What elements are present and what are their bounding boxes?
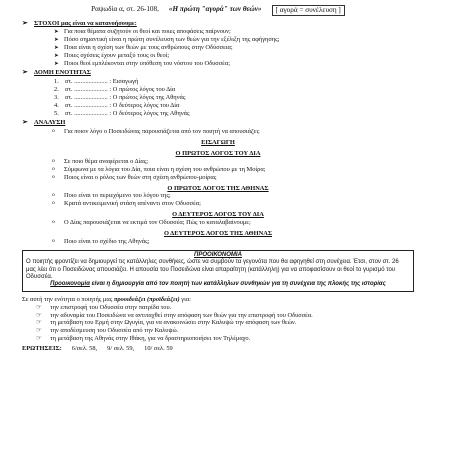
structure-item bbox=[54, 94, 414, 102]
goals-list bbox=[54, 28, 414, 68]
filled-arrow-icon: ➤ bbox=[54, 29, 59, 36]
list-item bbox=[52, 166, 414, 174]
header-tag: [ αγορά = συνέλευση ] bbox=[272, 5, 345, 16]
structure-text: στ. ..................... : Ο πρώτος λόγος της Αθηνάς bbox=[65, 93, 186, 101]
pointing-hand-icon: ☞ bbox=[36, 327, 42, 335]
foreshadow-text: την αδυναμία του Ποσειδώνα να αντιταχθεί στην απόφαση των θεών για την επιστροφή του Οδυσσέα. bbox=[50, 311, 313, 319]
exercises-line bbox=[22, 345, 414, 353]
hollow-circle-icon: o bbox=[52, 238, 55, 245]
goal-item bbox=[54, 28, 414, 36]
analysis-heading bbox=[22, 119, 414, 127]
structure-item bbox=[54, 78, 414, 86]
foreshadowing-list bbox=[36, 304, 414, 344]
analysis-sections bbox=[22, 139, 414, 246]
goal-item bbox=[54, 44, 414, 52]
pointing-hand-icon: ☞ bbox=[36, 303, 42, 311]
hollow-circle-icon: o bbox=[52, 165, 55, 172]
question-text: Σύμφωνα με τα λόγια του Δία, ποια είναι η σχέση του ανθρώπου με τη Μοίρα; bbox=[64, 165, 266, 173]
exercise-ref: 10/ σελ. 59 bbox=[144, 345, 173, 353]
box-note-text: είναι η δημιουργία από τον ποιητή των κατάλληλων συνθηκών για τη συνέχεια της πλοκής της ιστορίας bbox=[89, 281, 386, 288]
goal-text: Ποια είναι η σχέση των θεών με τους ανθρώπους στην Οδύσσεια; bbox=[64, 44, 233, 52]
filled-arrow-icon: ➤ bbox=[54, 37, 59, 44]
question-list bbox=[52, 158, 414, 182]
goal-item bbox=[54, 60, 414, 68]
question-list bbox=[52, 192, 414, 208]
goal-text: Ποιες σχέσεις έχουν μεταξύ τους οι θεοί; bbox=[64, 52, 170, 60]
filled-arrow-icon: ➤ bbox=[54, 45, 59, 52]
intro-text-end: για: bbox=[179, 295, 191, 303]
analysis-title: ΑΝΑΛΥΣΗ bbox=[34, 119, 66, 127]
structure-number: 3. bbox=[54, 93, 59, 101]
foreshadow-text: την αποδέσμευση του Οδυσσέα από την Καλυψώ. bbox=[50, 327, 179, 335]
intro-keyword: προοιδεάζει (προϊδεάζει) bbox=[113, 295, 180, 303]
pointing-hand-icon: ☞ bbox=[36, 335, 42, 343]
intro-text: Σε αυτή την ενότητα ο ποιητής μας bbox=[22, 295, 114, 303]
foreshadow-text: τη μετάβαση του Ερμή στην Ωγυγία, για να ανακοινώσει στην Καλυψώ την απόφαση των θεών. bbox=[50, 319, 297, 327]
question-text: Ποιος είναι ο ρόλος των θεών στη σχέση ανθρώπου-μοίρας bbox=[64, 173, 217, 181]
list-item bbox=[52, 174, 414, 182]
structure-item bbox=[54, 102, 414, 110]
question-list bbox=[52, 238, 414, 246]
hollow-circle-icon: o bbox=[52, 173, 55, 180]
header-title: «Η πρώτη "αγορά" των θεών» bbox=[168, 5, 262, 13]
question-text: Ποιο είναι το περιεχόμενο του λόγου της; bbox=[64, 192, 171, 200]
foreshadow-item bbox=[36, 327, 414, 335]
arrow-bullet-icon: ➢ bbox=[22, 19, 28, 27]
exercise-ref: 9/ σελ. 59, bbox=[107, 345, 135, 353]
list-item bbox=[52, 158, 414, 166]
arrow-bullet-icon: ➢ bbox=[22, 69, 28, 77]
question-text: Κρατά αντικειμενική στάση απέναντι στον Οδυσσέα; bbox=[64, 200, 201, 208]
goals-heading bbox=[22, 20, 414, 28]
exercises-label: ΕΡΩΤΗΣΕΙΣ: bbox=[22, 345, 62, 353]
question-text: Ποιο είναι το σχέδιο της Αθηνάς; bbox=[64, 238, 150, 246]
goals-title: ΣΤΟΧΟΙ μας είναι να κατανοήσουμε: bbox=[34, 19, 137, 27]
list-item bbox=[52, 192, 414, 200]
foreshadow-text: τη μετάβαση της Αθηνάς στην Ιθάκη, για να δραστηριοποιήσει τον Τηλέμαχο. bbox=[50, 335, 251, 343]
section-heading: Ο ΔΕΥΤΕΡΟΣ ΛΟΓΟΣ ΤΗΣ ΑΘΗΝΑΣ bbox=[163, 230, 273, 238]
question-text: Σε ποιο θέμα αναφέρεται ο Δίας; bbox=[64, 157, 149, 165]
hollow-circle-icon: o bbox=[52, 127, 55, 134]
foreshadowing-box bbox=[22, 250, 414, 292]
structure-number: 4. bbox=[54, 101, 59, 109]
structure-text: στ. ..................... : Εισαγωγή bbox=[65, 77, 139, 85]
list-item bbox=[52, 219, 414, 227]
foreshadow-item bbox=[36, 319, 414, 327]
structure-title: ΔΟΜΗ ΕΝΟΤΗΤΑΣ bbox=[34, 69, 91, 77]
hollow-circle-icon: o bbox=[52, 200, 55, 207]
hollow-circle-icon: o bbox=[52, 157, 55, 164]
filled-arrow-icon: ➤ bbox=[54, 61, 59, 68]
list-item bbox=[52, 238, 414, 246]
goal-text: Ποιοι θεοί εμπλέκονται στην υπόθεση του νόστου του Οδυσσέα; bbox=[64, 60, 230, 68]
goal-text: Για ποια θέματα συζητούν οι θεοί και ποιες αποφάσεις παίρνουν; bbox=[64, 28, 231, 36]
structure-number: 1. bbox=[54, 77, 59, 85]
analysis-lead-list bbox=[52, 128, 414, 136]
structure-list bbox=[54, 78, 414, 118]
hollow-circle-icon: o bbox=[52, 192, 55, 199]
structure-number: 5. bbox=[54, 109, 59, 117]
header-reference: Ραψωδία α, στ. 26-108, bbox=[91, 5, 159, 13]
foreshadow-text: την επιστροφή του Οδυσσέα στην πατρίδα του. bbox=[50, 303, 172, 311]
section-heading: Ο ΠΡΩΤΟΣ ΛΟΓΟΣ ΤΟΥ ΔΙΑ bbox=[175, 149, 261, 157]
foreshadow-item bbox=[36, 312, 414, 320]
structure-number: 2. bbox=[54, 85, 59, 93]
structure-item bbox=[54, 110, 414, 118]
page-header bbox=[22, 5, 414, 16]
section-heading: Ο ΠΡΩΤΟΣ ΛΟΓΟΣ ΤΗΣ ΑΘΗΝΑΣ bbox=[167, 184, 269, 192]
box-title: ΠΡΟΟΙΚΟΝΟΜΙΑ bbox=[194, 252, 242, 259]
pointing-hand-icon: ☞ bbox=[36, 319, 42, 327]
section-heading: Ο ΔΕΥΤΕΡΟΣ ΛΟΓΟΣ ΤΟΥ ΔΙΑ bbox=[172, 211, 264, 219]
filled-arrow-icon: ➤ bbox=[54, 53, 59, 60]
pointing-hand-icon: ☞ bbox=[36, 311, 42, 319]
box-note bbox=[26, 281, 410, 288]
analysis-lead: Για ποιον λόγο ο Ποσειδώνας παρουσιάζεται από τον ποιητή να απουσιάζει; bbox=[64, 127, 260, 135]
goal-item bbox=[54, 36, 414, 44]
section-heading: ΕΙΣΑΓΩΓΗ bbox=[201, 138, 235, 146]
box-note-term: Προοικονομία bbox=[50, 281, 90, 288]
arrow-bullet-icon: ➢ bbox=[22, 119, 28, 127]
structure-text: στ. ..................... : Ο δεύτερος λόγος της Αθηνάς bbox=[65, 109, 190, 117]
goal-text: Πόσο σημαντική είναι η πρώτη συνέλευση των θεών για την εξέλιξη της αφήγησης; bbox=[64, 36, 280, 44]
hollow-circle-icon: o bbox=[52, 219, 55, 226]
question-text: Ο Δίας παρουσιάζεται να εκτιμά τον Οδυσσέα; Πώς το καταλαβαίνουμε; bbox=[64, 219, 251, 227]
foreshadow-item bbox=[36, 335, 414, 343]
foreshadowing-intro bbox=[22, 296, 414, 304]
box-body: Ο ποιητής φροντίζει να δημιουργεί τις κατάλληλες συνθήκες, ώστε να συμβούν τα γεγονότα που θα αφηγηθεί στη συνέχεια. Έτσι, στον στ. 26 μας λέει ότι ο Ποσειδώνας απουσιάζει. Η απουσία του Ποσειδώνα είναι απαραίτητη (κατάλληλη) για να αποφασίσουν οι θεοί το γυρισμό του Οδυσσέα. bbox=[26, 259, 399, 280]
foreshadow-item bbox=[36, 304, 414, 312]
structure-text: στ. ..................... : Ο δεύτερος λόγος του Δία bbox=[65, 101, 180, 109]
structure-heading bbox=[22, 69, 414, 77]
structure-item bbox=[54, 86, 414, 94]
goal-item bbox=[54, 52, 414, 60]
structure-text: στ. ..................... : Ο πρώτος λόγος του Δία bbox=[65, 85, 176, 93]
list-item bbox=[52, 200, 414, 208]
question-list bbox=[52, 219, 414, 227]
exercise-ref: 6/σελ. 58, bbox=[71, 345, 98, 353]
list-item bbox=[52, 128, 414, 136]
